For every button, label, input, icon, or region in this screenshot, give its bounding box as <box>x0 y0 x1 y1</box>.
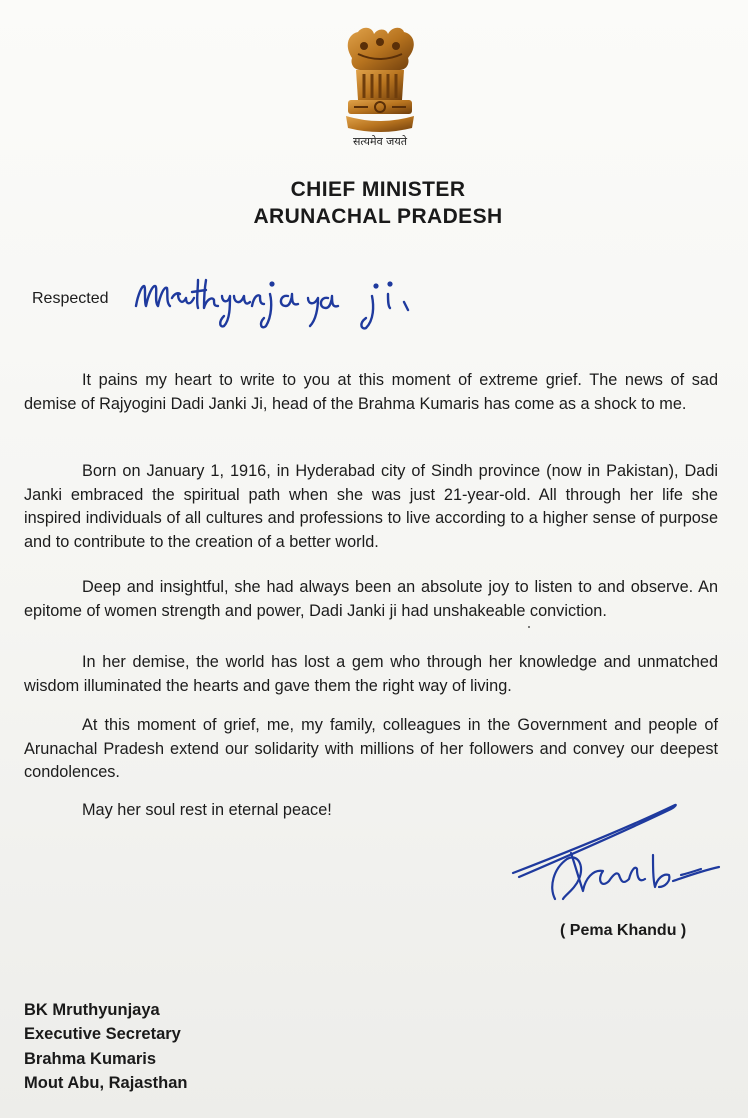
salutation-row <box>32 272 732 332</box>
addressee-location: Mout Abu, Rajasthan <box>24 1073 188 1092</box>
addressee-organization: Brahma Kumaris <box>24 1049 157 1068</box>
addressee-block <box>24 998 187 1095</box>
body-paragraph-2: Born on January 1, 1916, in Hyderabad city of Sindh province (now in Pakistan), Dadi Janki embraced the spiritual path when she was just 21-year-old. All through her life she inspired individuals of all cultures and professions to live according to a higher sense of purpose and to contribute to the creation of a better world. <box>24 462 718 551</box>
body-paragraph-3: Deep and insightful, she had always been an absolute joy to listen to and observe. An epitome of women strength and power, Dadi Janki ji had unshakeable conviction. <box>24 578 718 620</box>
signature-icon <box>505 795 727 910</box>
body-paragraph-4: In her demise, the world has lost a gem who through her knowledge and unmatched wisdom illuminated the hearts and gave them the right way of living. <box>24 653 718 695</box>
body-paragraph-5: At this moment of grief, me, my family, colleagues in the Government and people of Arunachal Pradesh extend our solidarity with millions of her followers and convey our deepest condolences. <box>24 716 718 781</box>
letterhead-subtitle: ARUNACHAL PRADESH <box>253 205 503 228</box>
emblem-motto: सत्यमेव जयते <box>352 135 407 148</box>
national-emblem-icon <box>338 24 422 152</box>
closing-line: May her soul rest in eternal peace! <box>82 801 332 819</box>
salutation-label: Respected <box>32 290 109 307</box>
body-paragraph-1: It pains my heart to write to you at this moment of extreme grief. The news of sad demise of Rajyogini Dadi Janki Ji, head of the Brahma Kumaris has come as a shock to me. <box>24 371 718 413</box>
letterhead-title: CHIEF MINISTER <box>290 178 466 201</box>
addressee-title: Executive Secretary <box>24 1025 181 1044</box>
paper-speck <box>528 626 530 628</box>
addressee-name: BK Mruthyunjaya <box>24 1001 160 1019</box>
handwritten-addressee-name <box>132 272 472 332</box>
signatory-name: ( Pema Khandu ) <box>560 922 687 939</box>
